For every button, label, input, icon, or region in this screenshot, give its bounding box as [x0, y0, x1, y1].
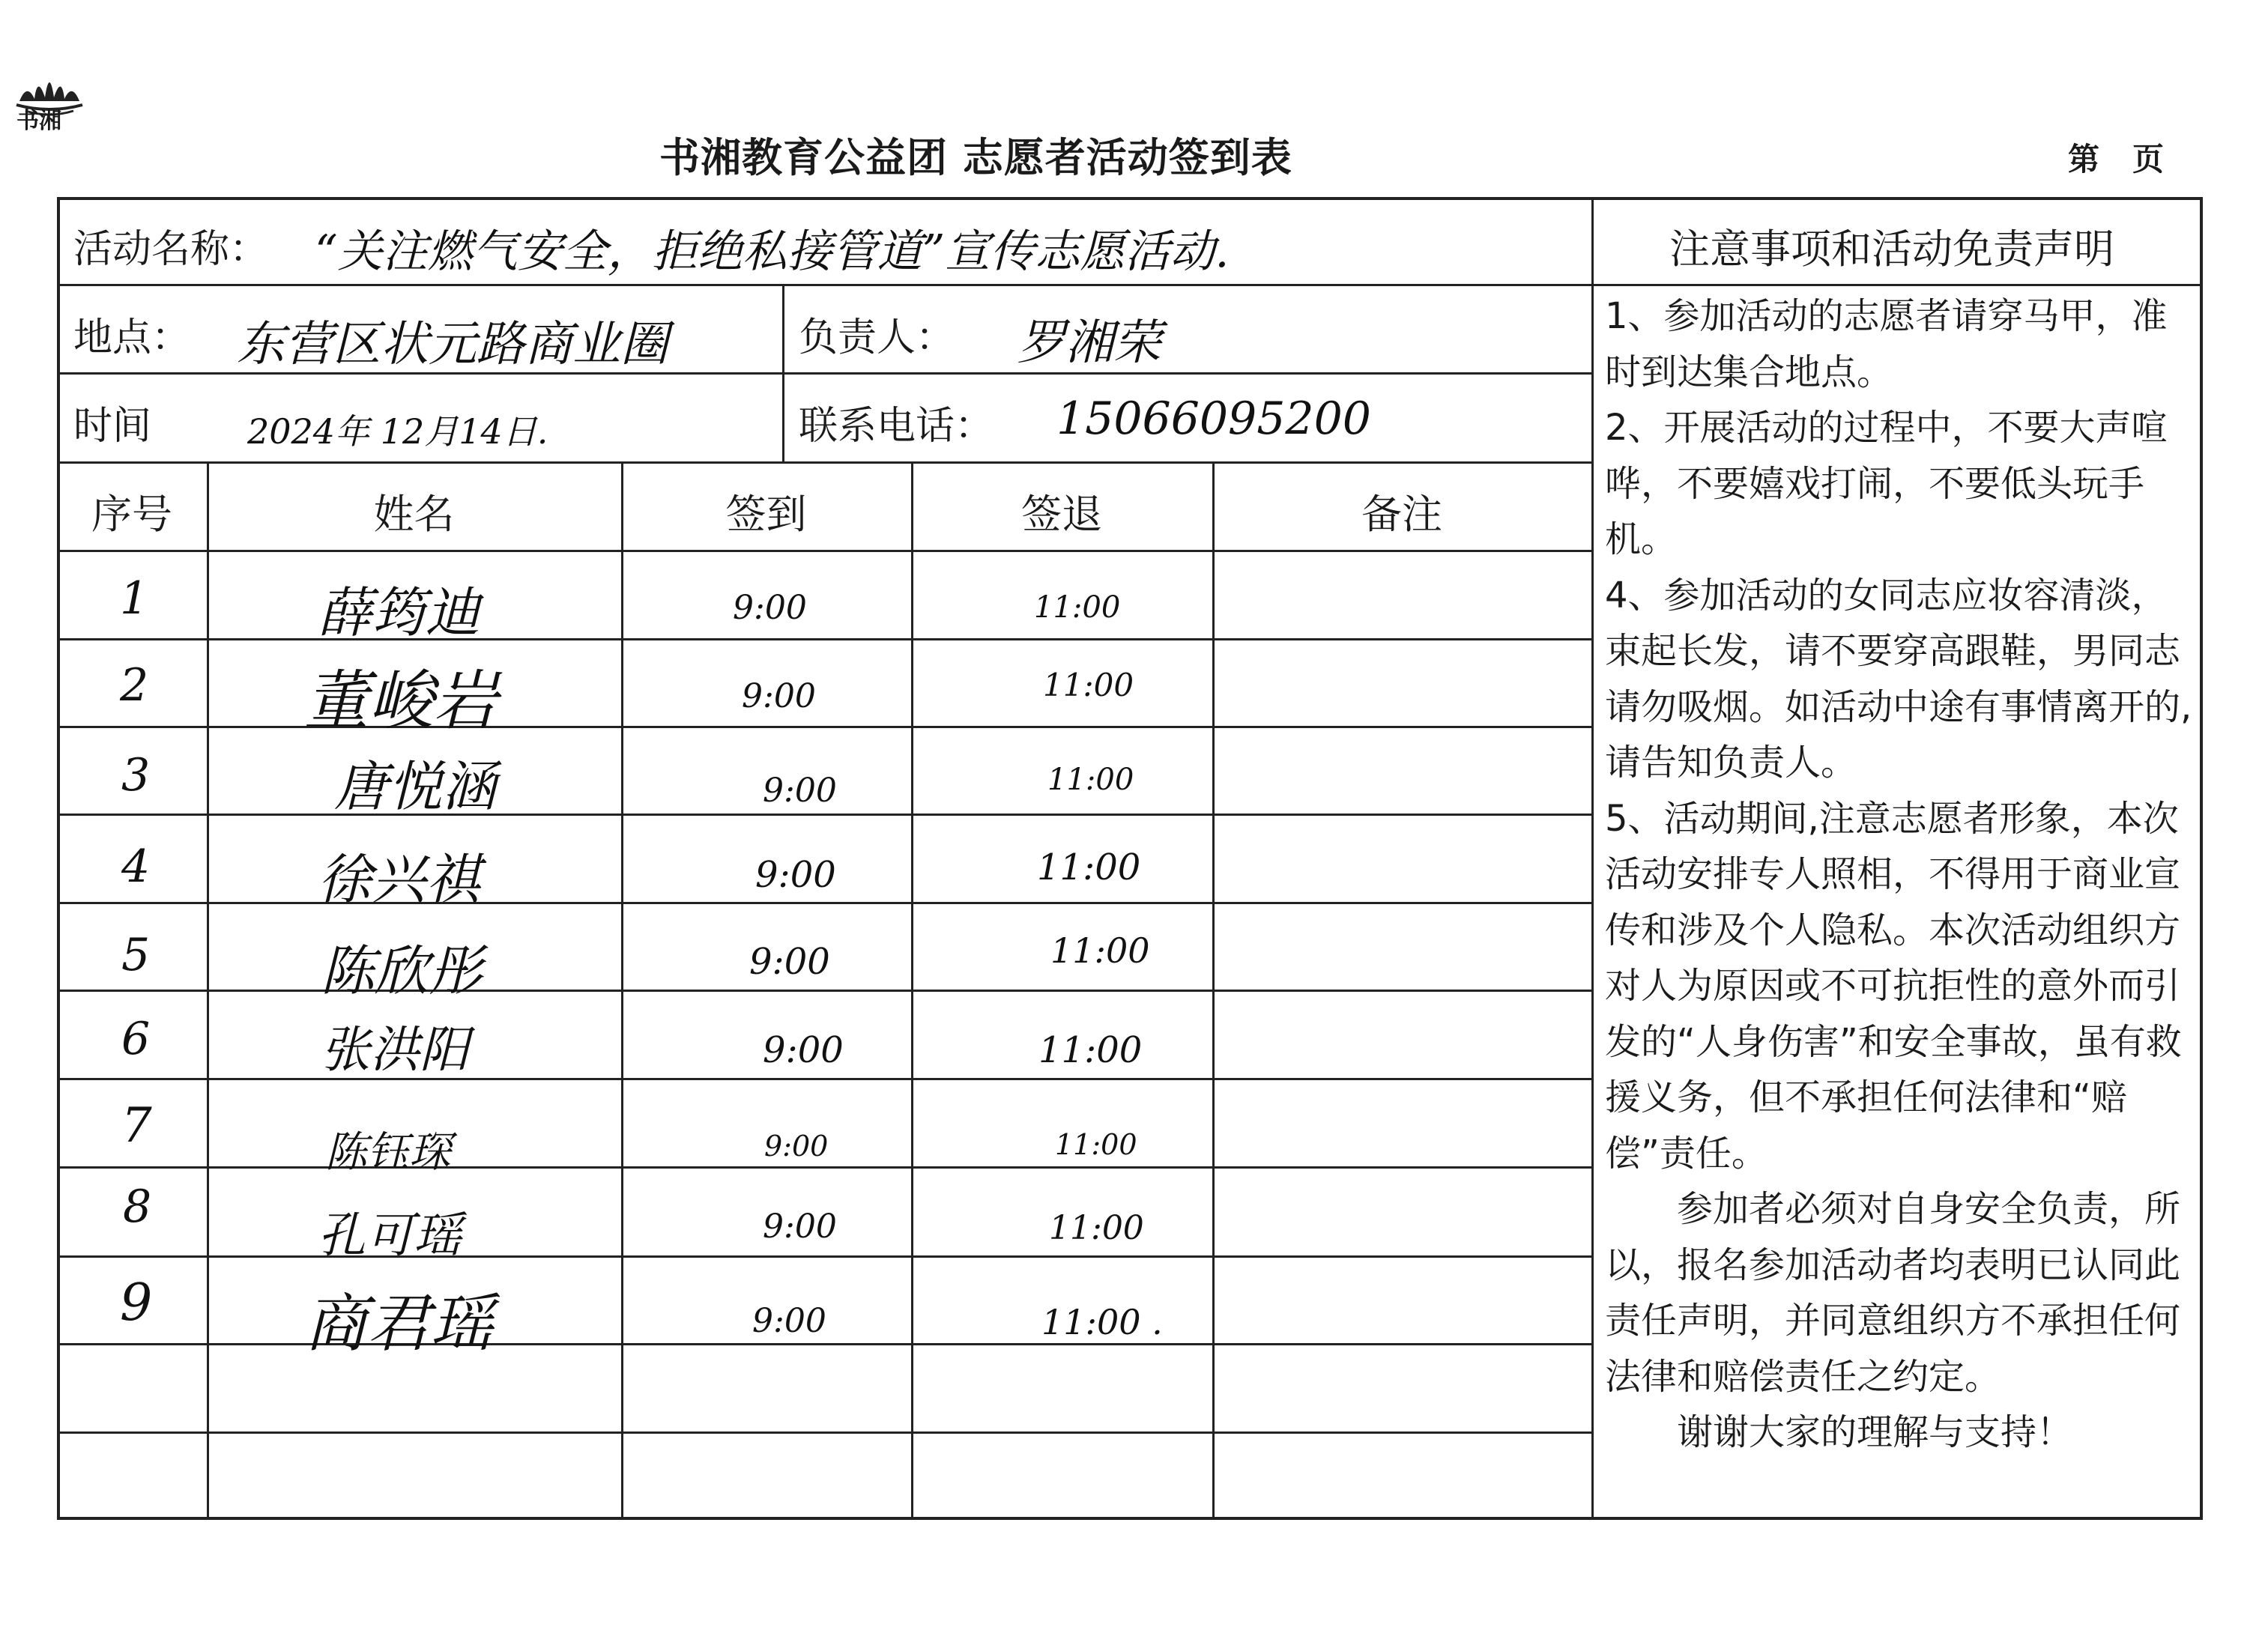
volunteer-name: 陈欣彤 — [321, 939, 483, 1002]
volunteer-name: 孔可瑶 — [318, 1208, 462, 1264]
logo-text: 书湘 — [16, 108, 61, 134]
divider — [57, 726, 1591, 728]
divider — [57, 284, 2203, 286]
volunteer-name: 唐悦涵 — [334, 755, 497, 818]
sign-in-time: 9:00 — [749, 941, 830, 983]
notes-item: 4、参加活动的女同志应妆容清淡，束起长发，请不要穿高跟鞋，男同志请勿吸烟。如活动中途有事情离开的,请告知负责人。 — [1605, 574, 2192, 784]
sign-in-time: 9:00 — [763, 772, 837, 810]
column-header-sign-in: 签到 — [725, 491, 807, 538]
volunteer-name: 商君瑶 — [304, 1287, 494, 1360]
sign-out-time: 11:00 — [1043, 667, 1134, 703]
volunteer-name: 陈钰琛 — [325, 1128, 451, 1177]
column-header-sign-out: 签退 — [1021, 491, 1102, 538]
divider — [1591, 197, 1594, 1520]
sign-out-time: 11:00 — [1047, 763, 1134, 797]
notes-title: 注意事项和活动免责声明 — [1669, 225, 2114, 273]
leader-value: 罗湘荣 — [1017, 315, 1161, 371]
leader-label: 负责人： — [799, 315, 955, 360]
divider — [57, 638, 1591, 640]
divider — [57, 1166, 1591, 1169]
row-number: 4 — [121, 840, 151, 893]
divider — [57, 1431, 1591, 1434]
row-number: 1 — [120, 572, 149, 625]
notes-item: 2、开展活动的过程中，不要大声喧哗，不要嬉戏打闹，不要低头玩手机。 — [1605, 407, 2168, 560]
divider — [57, 550, 1591, 552]
sign-out-time: 11:00 — [1038, 1029, 1143, 1071]
location-value: 东营区状元路商业圈 — [237, 317, 668, 372]
activity-name-value: “关注燃气安全，拒绝私接管道”宣传志愿活动. — [315, 225, 1230, 278]
sign-in-time: 9:00 — [764, 1130, 829, 1163]
sign-out-time: 11:00 — [1050, 930, 1150, 971]
divider — [57, 1255, 1591, 1258]
sign-in-time: 9:00 — [763, 1029, 844, 1071]
notes-item: 1、参加活动的志愿者请穿马甲，准时到达集合地点。 — [1605, 295, 2168, 393]
column-header-no: 序号 — [91, 491, 172, 538]
sign-out-time: 11:00 — [1049, 1209, 1144, 1247]
time-value: 2024年 12月14日. — [247, 411, 548, 452]
divider — [57, 902, 1591, 904]
volunteer-name: 张洪阳 — [321, 1021, 469, 1079]
row-number: 5 — [121, 929, 151, 981]
sign-out-time: 11:00 — [1034, 590, 1121, 625]
row-number: 9 — [120, 1273, 153, 1333]
volunteer-name: 薛筠迪 — [318, 581, 480, 644]
row-number: 3 — [121, 749, 151, 802]
phone-label: 联系电话： — [799, 404, 994, 449]
row-number: 2 — [120, 659, 149, 712]
row-number: 6 — [121, 1013, 151, 1065]
activity-name-label: 活动名称： — [73, 227, 269, 272]
divider — [57, 1343, 1591, 1345]
divider — [57, 814, 1591, 816]
divider — [207, 461, 209, 1520]
page-title: 书湘教育公益团 志愿者活动签到表 — [659, 134, 1292, 181]
row-number: 7 — [121, 1098, 152, 1154]
divider — [57, 461, 1591, 464]
notes-closing: 参加者必须对自身安全负责，所以，报名参加活动者均表明已认同此责任声明，并同意组织方不承担任何法律和赔偿责任之约定。 — [1605, 1188, 2181, 1398]
sign-in-time: 9:00 — [742, 677, 816, 715]
divider — [57, 1078, 1591, 1080]
phone-value: 15066095200 — [1056, 393, 1371, 445]
sign-in-time: 9:00 — [755, 854, 836, 896]
divider — [57, 990, 1591, 992]
sign-out-time: 11:00 — [1037, 846, 1141, 888]
notes-thanks: 谢谢大家的理解与支持！ — [1677, 1411, 2073, 1453]
column-header-name: 姓名 — [373, 491, 455, 538]
divider — [1212, 461, 1215, 1520]
volunteer-name: 董峻岩 — [304, 664, 498, 739]
row-number: 8 — [123, 1181, 152, 1233]
time-label: 时间 — [73, 404, 152, 449]
divider — [782, 284, 784, 463]
page-number-label: 第 页 — [2068, 141, 2165, 178]
location-label: 地点： — [73, 315, 191, 360]
column-header-remark: 备注 — [1361, 491, 1442, 538]
volunteer-name: 徐兴祺 — [318, 848, 480, 911]
divider — [621, 461, 623, 1520]
divider — [911, 461, 913, 1520]
sign-in-time: 9:00 — [752, 1302, 826, 1340]
sign-out-time: 11:00 . — [1041, 1302, 1163, 1342]
sign-out-time: 11:00 — [1055, 1128, 1137, 1161]
notes-body — [1605, 288, 2193, 1461]
sign-in-time: 9:00 — [733, 589, 807, 627]
sign-in-time: 9:00 — [763, 1208, 837, 1246]
notes-item: 5、活动期间,注意志愿者形象，本次活动安排专人照相，不得用于商业宣传和涉及个人隐私。本次活动组织方对人为原因或不可抗拒性的意外而引发的“人身伤害”和安全事故，虽有救援义务，但不承担任何法律和“赔偿”责任。 — [1605, 797, 2182, 1175]
